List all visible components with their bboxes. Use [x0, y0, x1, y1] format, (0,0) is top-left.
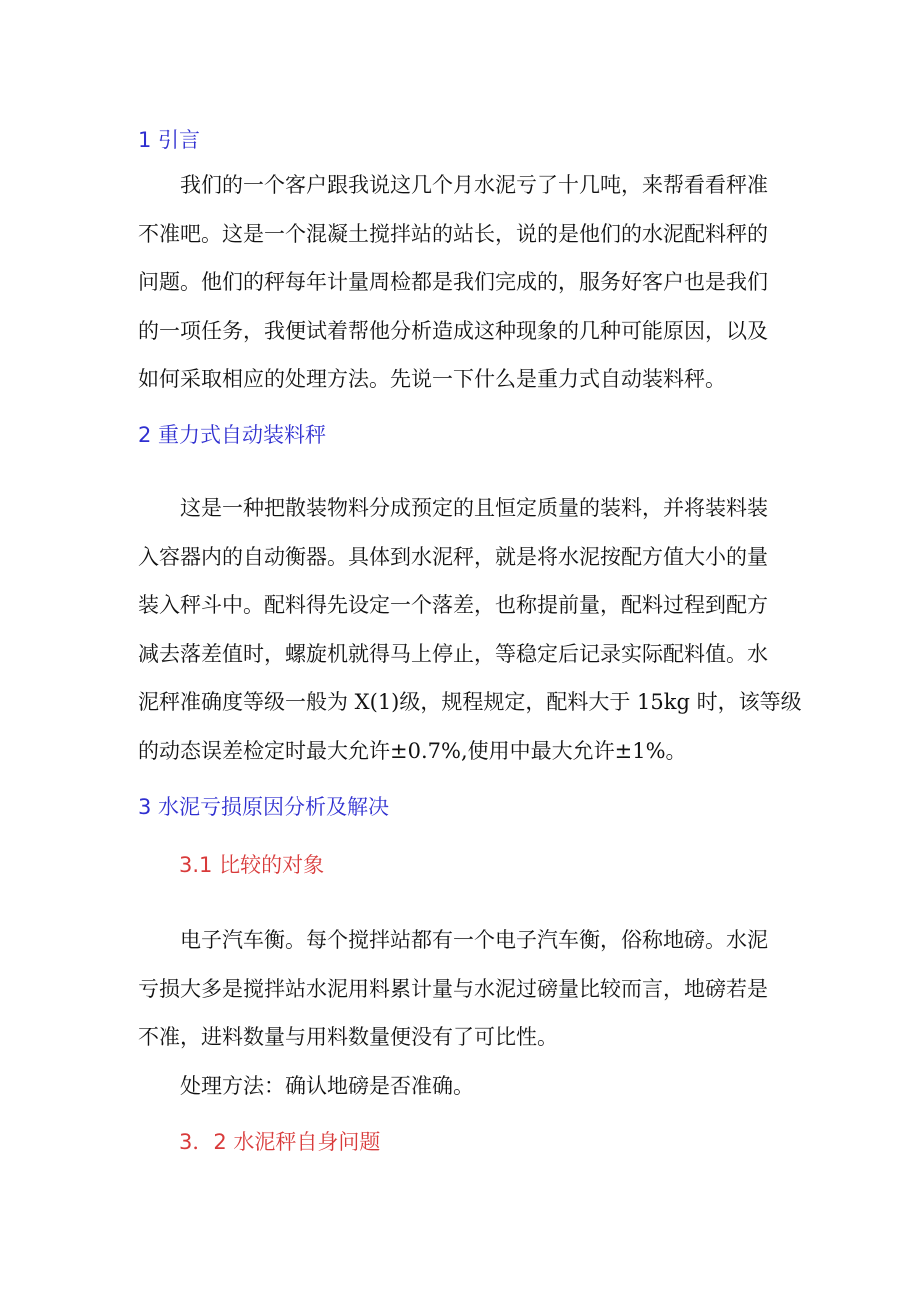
section-heading-cause-analysis: 3 水泥亏损原因分析及解决: [138, 795, 390, 819]
text-line: 亏损大多是搅拌站水泥用料累计量与水泥过磅量比较而言，地磅若是: [138, 976, 768, 1001]
text-line: 的动态误差检定时最大允许±0.7%,使用中最大允许±1%。: [138, 738, 687, 763]
text-line: 装入秤斗中。配料得先设定一个落差，也称提前量，配料过程到配方: [138, 593, 768, 617]
text-line: 泥秤准确度等级一般为 X(1)级，规程规定，配料大于 15kg 时，该等级: [138, 690, 802, 714]
paragraph-handling-method: [138, 1062, 784, 1111]
text-line: 不准，进料数量与用料数量便没有了可比性。: [138, 1025, 558, 1049]
text-line: 这是一种把散装物料分成预定的且恒定质量的装料，并将装料装: [180, 496, 768, 520]
text-line: 如何采取相应的处理方法。先说一下什么是重力式自动装料秤。: [138, 367, 726, 391]
paragraph-introduction: [138, 161, 784, 404]
text-line: 的一项任务，我便试着帮他分析造成这种现象的几种可能原因，以及: [138, 318, 768, 343]
text-line: 入容器内的自动衡器。具体到水泥秤，就是将水泥按配方值大小的量: [138, 544, 768, 569]
paragraph-comparison-object: [138, 916, 784, 1062]
section-heading-introduction: 1 引言: [138, 128, 201, 152]
text-line: 电子汽车衡。每个搅拌站都有一个电子汽车衡，俗称地磅。水泥: [180, 928, 768, 952]
subsection-heading-comparison-object: 3.1 比较的对象: [179, 853, 325, 877]
text-line: 我们的一个客户跟我说这几个月水泥亏了十几吨，来帮看看秤准: [180, 173, 768, 197]
subsection-heading-cement-scale-issues: 3．2 水泥秤自身问题: [179, 1130, 381, 1154]
text-line: 不准吧。这是一个混凝土搅拌站的站长，说的是他们的水泥配料秤的: [138, 221, 768, 246]
text-line: 问题。他们的秤每年计量周检都是我们完成的，服务好客户也是我们: [138, 270, 768, 294]
section-heading-gravimetric-filling-scale: 2 重力式自动装料秤: [138, 423, 327, 447]
text-line: 减去落差值时，螺旋机就得马上停止，等稳定后记录实际配料值。水: [138, 641, 768, 666]
text-line: 处理方法：确认地磅是否准确。: [180, 1074, 474, 1098]
paragraph-gravimetric-filling-scale: [138, 484, 802, 775]
